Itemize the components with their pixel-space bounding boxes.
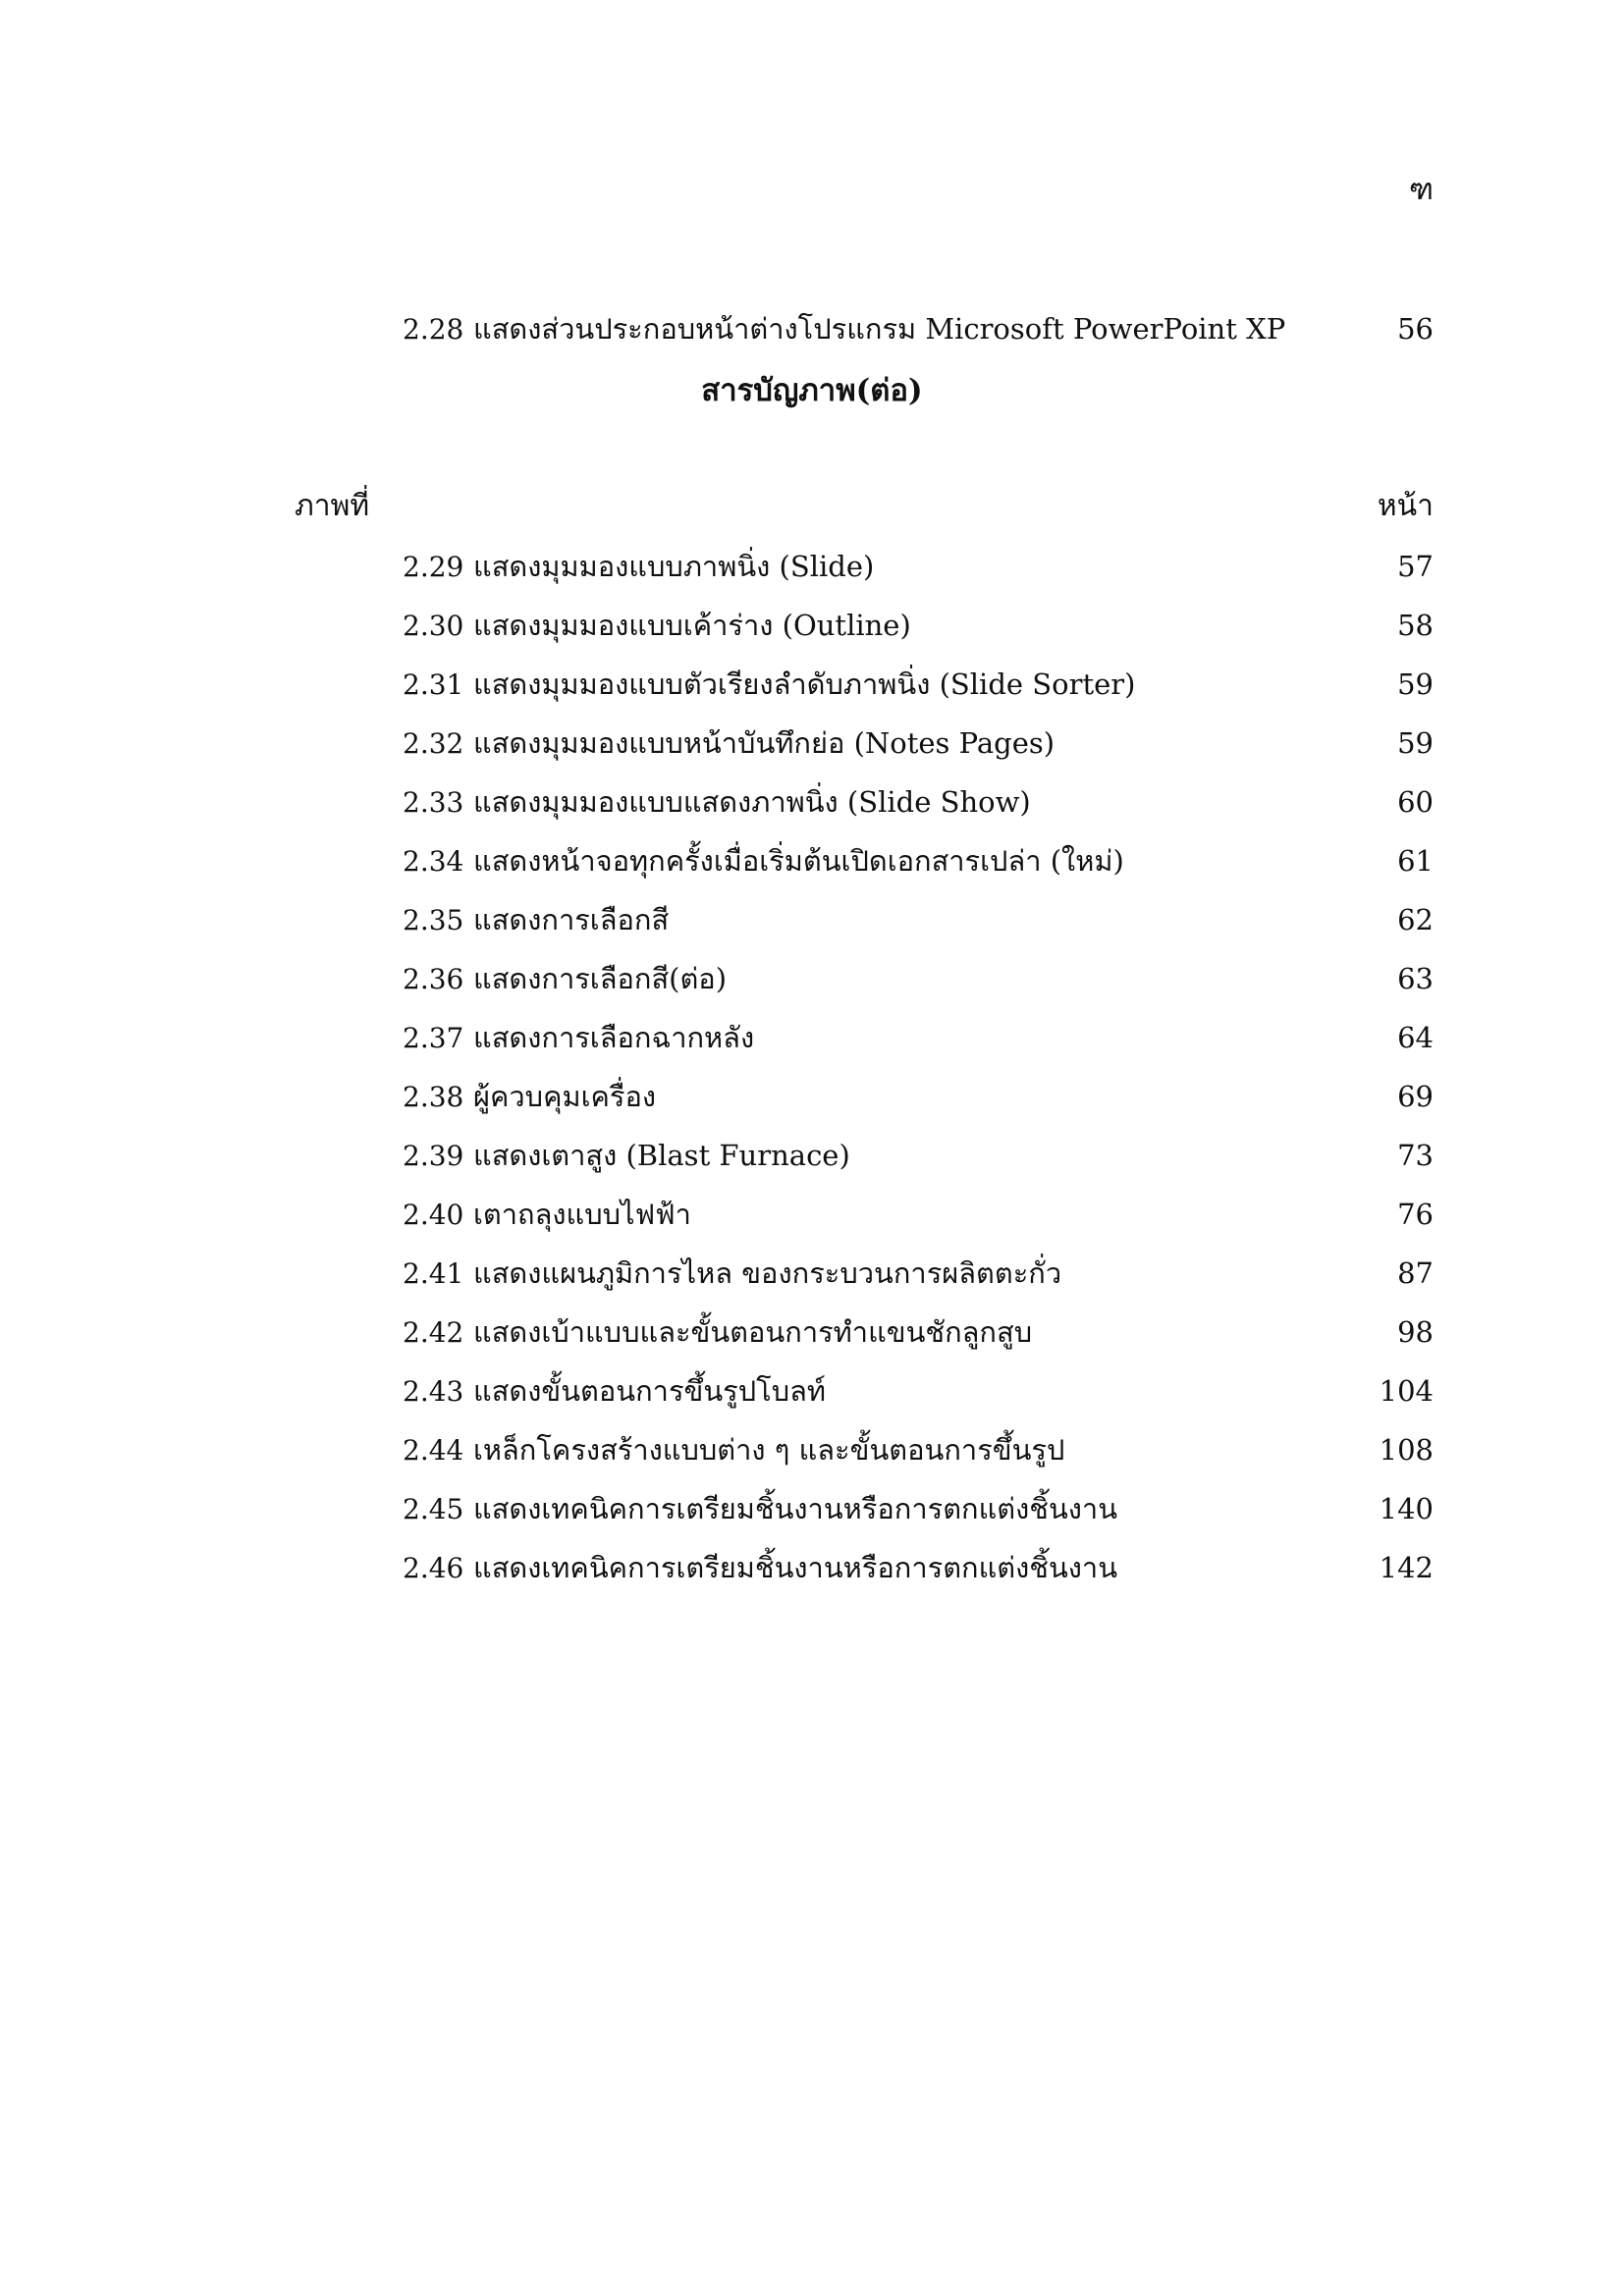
figure-number: 2.42 [403,1316,464,1349]
figure-title: เหล็กโครงสร้างแบบต่าง ๆ และขั้นตอนการขึ้นรูป [473,1433,1065,1467]
figure-number: 2.30 [403,610,464,642]
figure-page: 76 [1397,1198,1434,1231]
figure-page: 56 [1397,312,1434,346]
figure-number: 2.44 [403,1434,464,1467]
figure-page: 98 [1397,1315,1434,1349]
figure-number: 2.40 [403,1199,464,1231]
figure-title: แสดงมุมมองแบบแสดงภาพนิ่ง (Slide Show) [473,785,1031,819]
figure-page: 59 [1397,667,1434,701]
figure-number: 2.37 [403,1022,464,1054]
toc-entry [403,1368,1434,1417]
figure-title: แสดงขั้นตอนการขึ้นรูปโบลท์ [473,1374,827,1408]
toc-entry [403,306,1434,355]
toc-entry [403,1251,1434,1300]
figure-number: 2.46 [403,1552,464,1584]
figure-number: 2.29 [403,551,464,583]
toc-entry [403,897,1434,946]
toc-entry [403,1486,1434,1535]
figure-page: 142 [1379,1551,1434,1584]
figure-title: แสดงหน้าจอทุกครั้งเมื่อเริ่มต้นเปิดเอกสารเปล่า (ใหม่) [473,844,1124,878]
figure-title: แสดงมุมมองแบบตัวเรียงลำดับภาพนิ่ง (Slide Sorter) [473,667,1136,701]
toc-entry [403,1074,1434,1123]
toc-entry [403,721,1434,770]
figure-page: 58 [1397,609,1434,642]
figure-page: 57 [1397,550,1434,583]
figure-title: แสดงมุมมองแบบภาพนิ่ง (Slide) [473,550,875,583]
toc-entry [403,544,1434,593]
toc-entry [403,1192,1434,1241]
figure-page: 108 [1379,1433,1434,1467]
figure-number: 2.31 [403,668,464,701]
figure-title: แสดงการเลือกสี(ต่อ) [473,962,728,995]
toc-entry [403,779,1434,828]
figure-title: แสดงเตาสูง (Blast Furnace) [473,1139,850,1172]
figure-page: 104 [1379,1374,1434,1408]
toc-entry [403,1133,1434,1182]
figure-title: แสดงการเลือกสี [473,903,670,936]
figure-page: 64 [1397,1021,1434,1054]
figure-page: 87 [1397,1256,1434,1290]
toc-entry [403,956,1434,1005]
figure-number: 2.38 [403,1081,464,1113]
toc-entry [403,1309,1434,1359]
figure-number: 2.35 [403,904,464,936]
figure-title: ผู้ควบคุมเครื่อง [473,1080,657,1113]
figure-number: 2.43 [403,1375,464,1408]
figure-page: 69 [1397,1080,1434,1113]
figure-number: 2.33 [403,786,464,819]
figure-number: 2.41 [403,1257,464,1290]
figure-page: 60 [1397,785,1434,819]
figure-number: 2.39 [403,1140,464,1172]
figure-title: แสดงเบ้าแบบและขั้นตอนการทำแขนชักลูกสูบ [473,1315,1033,1349]
figure-number: 2.45 [403,1493,464,1525]
column-header-figure: ภาพที่ [295,489,370,523]
section-heading: สารบัญภาพ(ต่อ) [701,373,923,408]
figure-page: 62 [1397,903,1434,936]
toc-entry [403,662,1434,711]
figure-number: 2.34 [403,845,464,878]
toc-entry [403,1427,1434,1476]
toc-entry [403,1015,1434,1064]
figure-title: แสดงเทคนิคการเตรียมชิ้นงานหรือการตกแต่งชิ้นงาน [473,1551,1118,1584]
figure-page: 140 [1379,1492,1434,1525]
page-number: ฑ [1409,173,1434,207]
figure-page: 73 [1397,1139,1434,1172]
figure-title: แสดงเทคนิคการเตรียมชิ้นงานหรือการตกแต่งชิ้นงาน [473,1492,1118,1525]
figure-number: 2.36 [403,963,464,995]
figure-page: 63 [1397,962,1434,995]
figure-number: 2.32 [403,727,464,760]
figure-title: แสดงมุมมองแบบเค้าร่าง (Outline) [473,609,911,642]
toc-entry [403,838,1434,887]
toc-entry [403,603,1434,652]
figure-title: แสดงการเลือกฉากหลัง [473,1021,755,1054]
figure-page: 61 [1397,844,1434,878]
figure-title: เตาถลุงแบบไฟฟ้า [473,1198,691,1231]
toc-entry [403,1545,1434,1594]
figure-title: แสดงแผนภูมิการไหล ของกระบวนการผลิตตะกั่ว [473,1256,1062,1290]
column-header-page: หน้า [1377,489,1434,523]
figure-title: แสดงมุมมองแบบหน้าบันทึกย่อ (Notes Pages) [473,726,1056,760]
figure-page: 59 [1397,726,1434,760]
figure-number: 2.28 [403,313,464,346]
figure-title: แสดงส่วนประกอบหน้าต่างโปรแกรม Microsoft PowerPoint XP [473,312,1286,346]
